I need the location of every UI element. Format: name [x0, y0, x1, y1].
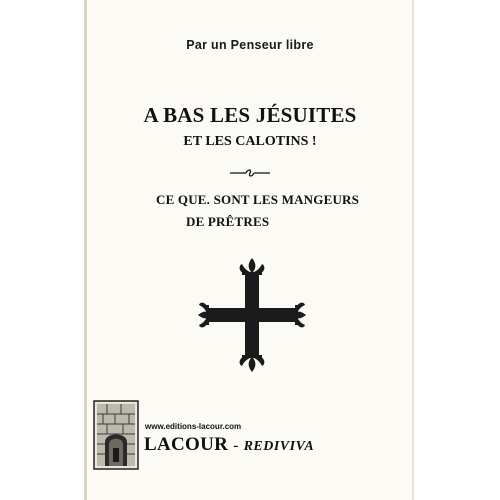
tagline-line-1: CE QUE. SONT LES MANGEURS — [156, 192, 360, 207]
publisher-website: www.editions-lacour.com — [145, 422, 242, 431]
publisher-imprint: REDIVIVA — [243, 439, 315, 454]
author-byline: Par un Penseur libre — [186, 38, 314, 52]
book-title: A BAS LES JÉSUITES — [143, 103, 357, 127]
cover-left-edge — [84, 0, 87, 500]
fleur-de-lis-cross-icon — [198, 258, 306, 372]
publisher-name-line — [144, 434, 314, 456]
publisher-separator: - — [233, 438, 239, 454]
publisher-name: LACOUR — [144, 434, 229, 455]
book-subtitle: ET LES CALOTINS ! — [183, 134, 317, 149]
swirl-rule-icon — [228, 168, 272, 178]
tagline-line-2: DE PRÊTRES — [186, 214, 270, 229]
stone-gateway-icon — [93, 400, 139, 470]
